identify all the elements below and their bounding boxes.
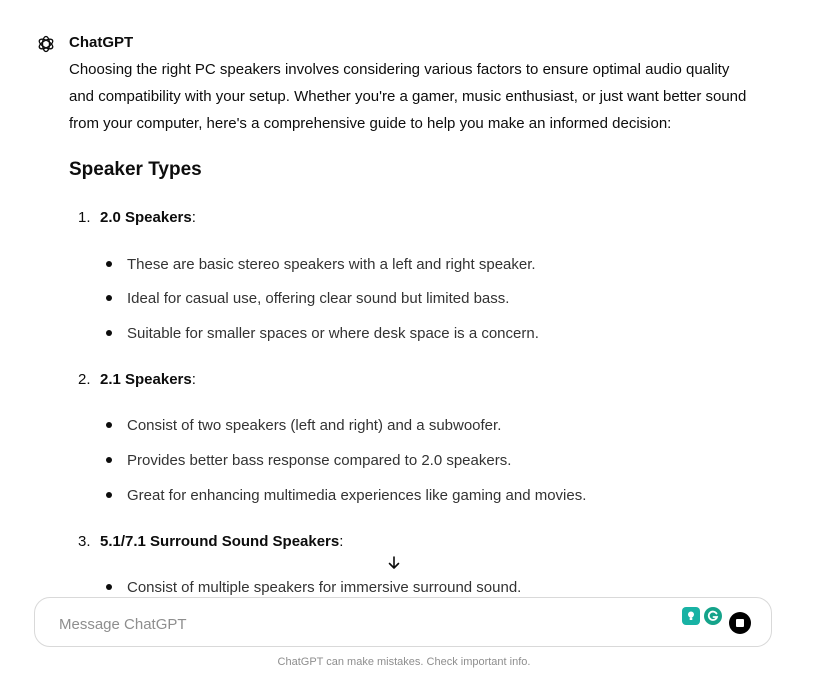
list-item — [106, 486, 586, 506]
bullet-text: Consist of multiple speakers for immersive surround sound. — [127, 579, 522, 596]
intro-line: from your computer, here's a comprehensive guide to help you make an informed decision: — [69, 115, 672, 132]
bullet-dot — [106, 492, 112, 498]
bullet-dot — [106, 261, 112, 267]
numbered-item-2-0-speakers — [78, 208, 196, 228]
item-suffix: : — [339, 533, 344, 550]
numbered-item-surround-speakers — [78, 532, 343, 552]
stop-generating-button[interactable] — [729, 612, 751, 634]
list-item — [106, 324, 539, 344]
item-title: 5.1/7.1 Surround Sound Speakers — [100, 533, 340, 550]
scroll-to-bottom-button[interactable] — [382, 551, 406, 575]
item-number: 1. — [78, 209, 91, 226]
sender-name: ChatGPT — [69, 34, 134, 51]
bullet-text: These are basic stereo speakers with a left and right speaker. — [127, 256, 536, 273]
intro-paragraph — [69, 56, 789, 137]
item-number: 2. — [78, 371, 91, 388]
intro-line: Choosing the right PC speakers involves considering various factors to ensure optimal audio quality — [69, 61, 730, 78]
item-number: 3. — [78, 533, 91, 550]
bullet-text: Consist of two speakers (left and right) and a subwoofer. — [127, 417, 502, 434]
bullet-dot — [106, 584, 112, 590]
item-title: 2.1 Speakers — [100, 371, 192, 388]
lightbulb-icon — [685, 610, 697, 622]
item-suffix: : — [191, 209, 196, 226]
stop-icon — [736, 619, 744, 627]
bullet-text: Suitable for smaller spaces or where desk space is a concern. — [127, 325, 539, 342]
intro-line: and compatibility with your setup. Whether you're a gamer, music enthusiast, or just want better sound — [69, 88, 747, 105]
grammarly-icon[interactable] — [704, 607, 722, 625]
openai-logo-icon — [36, 34, 56, 54]
bullet-dot — [106, 330, 112, 336]
bullet-dot — [106, 457, 112, 463]
lightbulb-extension-icon[interactable] — [682, 607, 700, 625]
section-heading: Speaker Types — [69, 159, 202, 180]
item-title: 2.0 Speakers — [100, 209, 192, 226]
message-composer — [34, 597, 772, 647]
grammarly-g-icon — [706, 609, 720, 623]
arrow-down-icon — [387, 556, 401, 570]
list-item — [106, 255, 536, 275]
bullet-text: Ideal for casual use, offering clear sound but limited bass. — [127, 290, 510, 307]
bullet-dot — [106, 422, 112, 428]
footer-disclaimer: ChatGPT can make mistakes. Check important info. — [277, 656, 531, 668]
list-item — [106, 451, 511, 471]
list-item — [106, 289, 509, 309]
item-suffix: : — [191, 371, 196, 388]
bullet-text: Provides better bass response compared to 2.0 speakers. — [127, 452, 512, 469]
message-input[interactable] — [57, 612, 661, 636]
numbered-item-2-1-speakers — [78, 370, 196, 390]
bullet-text: Great for enhancing multimedia experiences like gaming and movies. — [127, 487, 587, 504]
list-item — [106, 416, 501, 436]
list-item — [106, 578, 521, 597]
bullet-dot — [106, 295, 112, 301]
